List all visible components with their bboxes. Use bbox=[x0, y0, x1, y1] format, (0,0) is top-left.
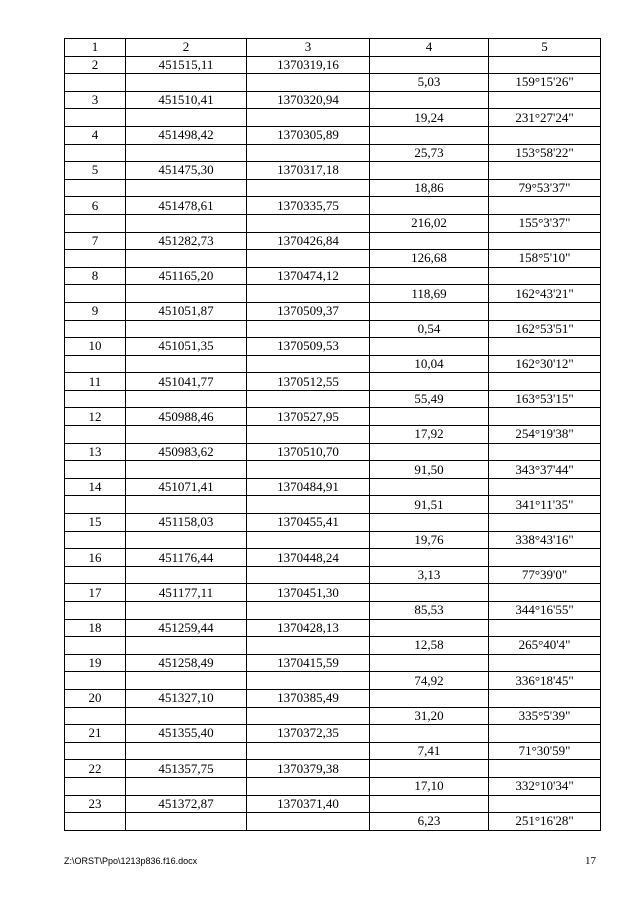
empty-cell bbox=[126, 285, 247, 303]
point-number: 16 bbox=[65, 549, 126, 567]
segment-row bbox=[65, 813, 601, 831]
point-number: 4 bbox=[65, 126, 126, 144]
empty-cell bbox=[489, 232, 601, 250]
empty-cell bbox=[489, 267, 601, 285]
point-row bbox=[65, 584, 601, 602]
empty-cell bbox=[65, 285, 126, 303]
empty-cell bbox=[247, 250, 370, 268]
empty-cell bbox=[370, 91, 489, 109]
segment-length: 5,03 bbox=[370, 74, 489, 92]
point-number: 3 bbox=[65, 91, 126, 109]
empty-cell bbox=[370, 654, 489, 672]
empty-cell bbox=[370, 514, 489, 532]
empty-cell bbox=[370, 795, 489, 813]
point-row bbox=[65, 302, 601, 320]
empty-cell bbox=[65, 144, 126, 162]
column-header: 1 bbox=[65, 39, 126, 57]
segment-length: 25,73 bbox=[370, 144, 489, 162]
segment-row bbox=[65, 707, 601, 725]
segment-length: 17,10 bbox=[370, 777, 489, 795]
coordinate-y: 1370509,37 bbox=[247, 302, 370, 320]
point-number: 9 bbox=[65, 302, 126, 320]
empty-cell bbox=[489, 514, 601, 532]
segment-row bbox=[65, 496, 601, 514]
coordinate-x: 451071,41 bbox=[126, 478, 247, 496]
segment-length: 12,58 bbox=[370, 637, 489, 655]
empty-cell bbox=[126, 214, 247, 232]
direction-angle: 162°43'21" bbox=[489, 285, 601, 303]
empty-cell bbox=[126, 813, 247, 831]
coordinate-x: 451051,35 bbox=[126, 338, 247, 356]
empty-cell bbox=[126, 742, 247, 760]
coordinate-x: 451258,49 bbox=[126, 654, 247, 672]
coordinate-x: 451475,30 bbox=[126, 162, 247, 180]
coordinate-x: 451515,11 bbox=[126, 56, 247, 74]
empty-cell bbox=[126, 426, 247, 444]
direction-angle: 162°53'51" bbox=[489, 320, 601, 338]
empty-cell bbox=[65, 707, 126, 725]
point-number: 6 bbox=[65, 197, 126, 215]
empty-cell bbox=[370, 443, 489, 461]
coordinate-y: 1370320,94 bbox=[247, 91, 370, 109]
point-number: 17 bbox=[65, 584, 126, 602]
empty-cell bbox=[247, 179, 370, 197]
segment-length: 7,41 bbox=[370, 742, 489, 760]
point-number: 22 bbox=[65, 760, 126, 778]
empty-cell bbox=[247, 144, 370, 162]
point-row bbox=[65, 126, 601, 144]
empty-cell bbox=[126, 672, 247, 690]
coordinate-x: 451176,44 bbox=[126, 549, 247, 567]
empty-cell bbox=[126, 602, 247, 620]
empty-cell bbox=[65, 355, 126, 373]
empty-cell bbox=[489, 56, 601, 74]
empty-cell bbox=[247, 214, 370, 232]
point-row bbox=[65, 91, 601, 109]
point-row bbox=[65, 408, 601, 426]
empty-cell bbox=[65, 74, 126, 92]
empty-cell bbox=[370, 373, 489, 391]
empty-cell bbox=[370, 126, 489, 144]
empty-cell bbox=[247, 496, 370, 514]
coordinate-y: 1370455,41 bbox=[247, 514, 370, 532]
empty-cell bbox=[247, 74, 370, 92]
empty-cell bbox=[370, 232, 489, 250]
point-row bbox=[65, 267, 601, 285]
empty-cell bbox=[126, 496, 247, 514]
coordinate-x: 451158,03 bbox=[126, 514, 247, 532]
direction-angle: 335°5'39" bbox=[489, 707, 601, 725]
coordinate-x: 451282,73 bbox=[126, 232, 247, 250]
coordinate-x: 450983,62 bbox=[126, 443, 247, 461]
empty-cell bbox=[370, 56, 489, 74]
point-number: 15 bbox=[65, 514, 126, 532]
empty-cell bbox=[247, 355, 370, 373]
segment-length: 85,53 bbox=[370, 602, 489, 620]
direction-angle: 159°15'26" bbox=[489, 74, 601, 92]
empty-cell bbox=[126, 566, 247, 584]
segment-length: 19,76 bbox=[370, 531, 489, 549]
segment-length: 31,20 bbox=[370, 707, 489, 725]
segment-row bbox=[65, 355, 601, 373]
point-number: 10 bbox=[65, 338, 126, 356]
coordinate-y: 1370428,13 bbox=[247, 619, 370, 637]
direction-angle: 338°43'16" bbox=[489, 531, 601, 549]
coordinate-x: 451372,87 bbox=[126, 795, 247, 813]
coordinate-y: 1370305,89 bbox=[247, 126, 370, 144]
empty-cell bbox=[247, 285, 370, 303]
coordinate-x: 451498,42 bbox=[126, 126, 247, 144]
direction-angle: 343°37'44" bbox=[489, 461, 601, 479]
empty-cell bbox=[65, 496, 126, 514]
footer-file-path: Z:\ORST\Ppo\1213p836.f16.docx bbox=[64, 856, 198, 866]
coordinate-y: 1370372,35 bbox=[247, 725, 370, 743]
direction-angle: 71°30'59" bbox=[489, 742, 601, 760]
empty-cell bbox=[370, 725, 489, 743]
empty-cell bbox=[370, 549, 489, 567]
segment-length: 0,54 bbox=[370, 320, 489, 338]
empty-cell bbox=[489, 760, 601, 778]
empty-cell bbox=[65, 250, 126, 268]
coordinate-x: 451177,11 bbox=[126, 584, 247, 602]
coordinate-y: 1370474,12 bbox=[247, 267, 370, 285]
empty-cell bbox=[65, 531, 126, 549]
empty-cell bbox=[126, 109, 247, 127]
empty-cell bbox=[247, 742, 370, 760]
segment-row bbox=[65, 777, 601, 795]
segment-row bbox=[65, 390, 601, 408]
empty-cell bbox=[370, 302, 489, 320]
coordinate-x: 451510,41 bbox=[126, 91, 247, 109]
empty-cell bbox=[489, 197, 601, 215]
column-header: 3 bbox=[247, 39, 370, 57]
direction-angle: 153°58'22" bbox=[489, 144, 601, 162]
coordinate-y: 1370319,16 bbox=[247, 56, 370, 74]
empty-cell bbox=[247, 426, 370, 444]
empty-cell bbox=[247, 707, 370, 725]
direction-angle: 163°53'15" bbox=[489, 390, 601, 408]
empty-cell bbox=[489, 549, 601, 567]
coordinate-x: 450988,46 bbox=[126, 408, 247, 426]
empty-cell bbox=[126, 320, 247, 338]
empty-cell bbox=[370, 478, 489, 496]
empty-cell bbox=[370, 584, 489, 602]
point-number: 8 bbox=[65, 267, 126, 285]
empty-cell bbox=[65, 637, 126, 655]
table-header-row bbox=[65, 39, 601, 57]
empty-cell bbox=[247, 531, 370, 549]
segment-length: 6,23 bbox=[370, 813, 489, 831]
coordinate-y: 1370510,70 bbox=[247, 443, 370, 461]
empty-cell bbox=[126, 144, 247, 162]
empty-cell bbox=[65, 602, 126, 620]
coordinate-y: 1370317,18 bbox=[247, 162, 370, 180]
point-row bbox=[65, 760, 601, 778]
direction-angle: 162°30'12" bbox=[489, 355, 601, 373]
point-row bbox=[65, 373, 601, 391]
segment-row bbox=[65, 566, 601, 584]
direction-angle: 344°16'55" bbox=[489, 602, 601, 620]
empty-cell bbox=[489, 302, 601, 320]
empty-cell bbox=[370, 760, 489, 778]
empty-cell bbox=[247, 566, 370, 584]
segment-length: 17,92 bbox=[370, 426, 489, 444]
coordinate-x: 451259,44 bbox=[126, 619, 247, 637]
column-header: 2 bbox=[126, 39, 247, 57]
segment-row bbox=[65, 637, 601, 655]
segment-row bbox=[65, 426, 601, 444]
direction-angle: 336°18'45" bbox=[489, 672, 601, 690]
empty-cell bbox=[126, 637, 247, 655]
empty-cell bbox=[65, 320, 126, 338]
coordinate-y: 1370385,49 bbox=[247, 689, 370, 707]
segment-row bbox=[65, 109, 601, 127]
coordinate-y: 1370379,38 bbox=[247, 760, 370, 778]
empty-cell bbox=[65, 672, 126, 690]
empty-cell bbox=[126, 74, 247, 92]
direction-angle: 332°10'34" bbox=[489, 777, 601, 795]
point-row bbox=[65, 725, 601, 743]
segment-length: 3,13 bbox=[370, 566, 489, 584]
empty-cell bbox=[126, 355, 247, 373]
empty-cell bbox=[247, 637, 370, 655]
empty-cell bbox=[247, 672, 370, 690]
empty-cell bbox=[65, 566, 126, 584]
empty-cell bbox=[489, 584, 601, 602]
empty-cell bbox=[489, 619, 601, 637]
segment-length: 10,04 bbox=[370, 355, 489, 373]
point-number: 2 bbox=[65, 56, 126, 74]
coordinate-x: 451478,61 bbox=[126, 197, 247, 215]
segment-length: 19,24 bbox=[370, 109, 489, 127]
point-number: 14 bbox=[65, 478, 126, 496]
empty-cell bbox=[489, 725, 601, 743]
empty-cell bbox=[126, 250, 247, 268]
segment-row bbox=[65, 672, 601, 690]
segment-row bbox=[65, 74, 601, 92]
empty-cell bbox=[126, 179, 247, 197]
point-number: 13 bbox=[65, 443, 126, 461]
direction-angle: 251°16'28" bbox=[489, 813, 601, 831]
segment-row bbox=[65, 250, 601, 268]
segment-row bbox=[65, 214, 601, 232]
segment-row bbox=[65, 144, 601, 162]
coordinate-x: 451165,20 bbox=[126, 267, 247, 285]
point-row bbox=[65, 514, 601, 532]
point-number: 20 bbox=[65, 689, 126, 707]
coordinate-y: 1370415,59 bbox=[247, 654, 370, 672]
direction-angle: 155°3'37" bbox=[489, 214, 601, 232]
empty-cell bbox=[489, 689, 601, 707]
segment-row bbox=[65, 531, 601, 549]
direction-angle: 254°19'38" bbox=[489, 426, 601, 444]
coordinate-y: 1370509,53 bbox=[247, 338, 370, 356]
segment-row bbox=[65, 742, 601, 760]
segment-row bbox=[65, 461, 601, 479]
coordinate-y: 1370512,55 bbox=[247, 373, 370, 391]
column-header: 5 bbox=[489, 39, 601, 57]
coordinate-x: 451051,87 bbox=[126, 302, 247, 320]
point-row bbox=[65, 338, 601, 356]
direction-angle: 341°11'35" bbox=[489, 496, 601, 514]
segment-length: 91,51 bbox=[370, 496, 489, 514]
empty-cell bbox=[247, 461, 370, 479]
page-number: 17 bbox=[585, 855, 596, 867]
empty-cell bbox=[126, 461, 247, 479]
direction-angle: 265°40'4" bbox=[489, 637, 601, 655]
empty-cell bbox=[489, 478, 601, 496]
point-number: 11 bbox=[65, 373, 126, 391]
empty-cell bbox=[126, 707, 247, 725]
empty-cell bbox=[65, 777, 126, 795]
empty-cell bbox=[247, 813, 370, 831]
empty-cell bbox=[489, 795, 601, 813]
empty-cell bbox=[126, 390, 247, 408]
empty-cell bbox=[126, 777, 247, 795]
empty-cell bbox=[247, 320, 370, 338]
point-row bbox=[65, 549, 601, 567]
empty-cell bbox=[65, 426, 126, 444]
point-number: 23 bbox=[65, 795, 126, 813]
empty-cell bbox=[247, 109, 370, 127]
empty-cell bbox=[370, 162, 489, 180]
point-number: 12 bbox=[65, 408, 126, 426]
empty-cell bbox=[65, 179, 126, 197]
coordinate-x: 451355,40 bbox=[126, 725, 247, 743]
coordinates-table bbox=[64, 38, 601, 831]
point-row bbox=[65, 619, 601, 637]
coordinate-y: 1370335,75 bbox=[247, 197, 370, 215]
coordinate-y: 1370527,95 bbox=[247, 408, 370, 426]
point-row bbox=[65, 162, 601, 180]
segment-row bbox=[65, 285, 601, 303]
point-number: 19 bbox=[65, 654, 126, 672]
point-row bbox=[65, 232, 601, 250]
point-number: 5 bbox=[65, 162, 126, 180]
empty-cell bbox=[370, 619, 489, 637]
point-row bbox=[65, 478, 601, 496]
point-row bbox=[65, 795, 601, 813]
coordinate-y: 1370426,84 bbox=[247, 232, 370, 250]
empty-cell bbox=[489, 91, 601, 109]
empty-cell bbox=[65, 214, 126, 232]
direction-angle: 231°27'24" bbox=[489, 109, 601, 127]
empty-cell bbox=[247, 602, 370, 620]
empty-cell bbox=[65, 109, 126, 127]
coordinate-y: 1370371,40 bbox=[247, 795, 370, 813]
empty-cell bbox=[65, 461, 126, 479]
coordinate-y: 1370451,30 bbox=[247, 584, 370, 602]
segment-row bbox=[65, 179, 601, 197]
empty-cell bbox=[65, 813, 126, 831]
segment-length: 118,69 bbox=[370, 285, 489, 303]
point-row bbox=[65, 654, 601, 672]
empty-cell bbox=[489, 373, 601, 391]
point-number: 21 bbox=[65, 725, 126, 743]
segment-length: 126,68 bbox=[370, 250, 489, 268]
point-number: 18 bbox=[65, 619, 126, 637]
coordinate-y: 1370484,91 bbox=[247, 478, 370, 496]
empty-cell bbox=[247, 777, 370, 795]
coordinate-x: 451357,75 bbox=[126, 760, 247, 778]
empty-cell bbox=[489, 338, 601, 356]
empty-cell bbox=[489, 126, 601, 144]
empty-cell bbox=[247, 390, 370, 408]
empty-cell bbox=[489, 654, 601, 672]
segment-length: 55,49 bbox=[370, 390, 489, 408]
coordinate-y: 1370448,24 bbox=[247, 549, 370, 567]
direction-angle: 77°39'0" bbox=[489, 566, 601, 584]
empty-cell bbox=[65, 742, 126, 760]
coordinate-x: 451327,10 bbox=[126, 689, 247, 707]
direction-angle: 79°53'37" bbox=[489, 179, 601, 197]
empty-cell bbox=[489, 162, 601, 180]
empty-cell bbox=[370, 267, 489, 285]
segment-length: 74,92 bbox=[370, 672, 489, 690]
empty-cell bbox=[370, 197, 489, 215]
point-row bbox=[65, 689, 601, 707]
empty-cell bbox=[370, 338, 489, 356]
empty-cell bbox=[489, 443, 601, 461]
segment-row bbox=[65, 602, 601, 620]
empty-cell bbox=[65, 390, 126, 408]
segment-length: 91,50 bbox=[370, 461, 489, 479]
direction-angle: 158°5'10" bbox=[489, 250, 601, 268]
empty-cell bbox=[126, 531, 247, 549]
point-number: 7 bbox=[65, 232, 126, 250]
empty-cell bbox=[370, 689, 489, 707]
empty-cell bbox=[370, 408, 489, 426]
coordinate-x: 451041,77 bbox=[126, 373, 247, 391]
point-row bbox=[65, 197, 601, 215]
column-header: 4 bbox=[370, 39, 489, 57]
point-row bbox=[65, 56, 601, 74]
segment-length: 216,02 bbox=[370, 214, 489, 232]
empty-cell bbox=[489, 408, 601, 426]
segment-row bbox=[65, 320, 601, 338]
point-row bbox=[65, 443, 601, 461]
segment-length: 18,86 bbox=[370, 179, 489, 197]
